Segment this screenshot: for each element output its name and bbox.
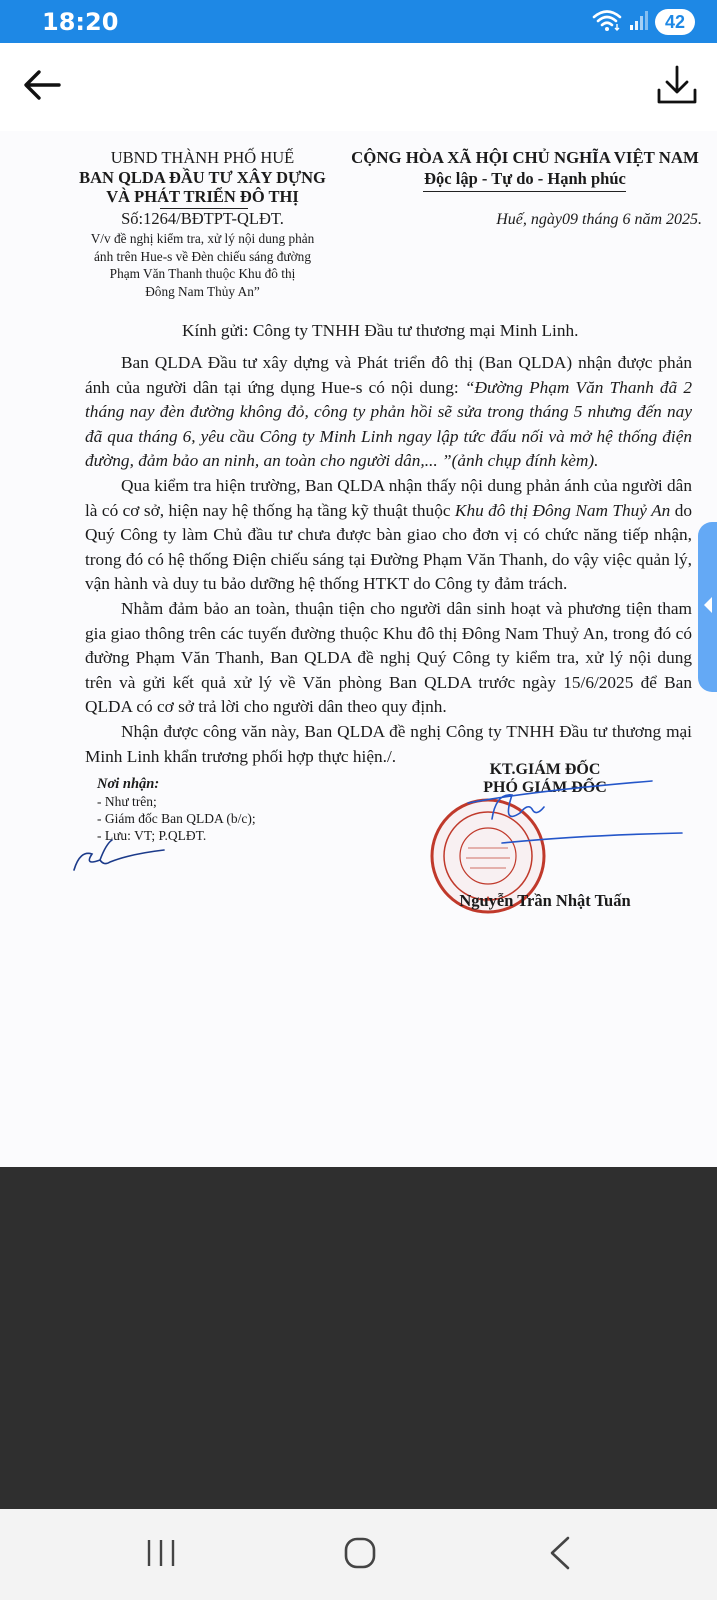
app-bar <box>0 43 717 131</box>
arrow-left-icon <box>23 69 61 106</box>
chevron-left-icon <box>703 596 713 619</box>
doc-subject <box>60 230 345 300</box>
recipients-block <box>97 776 256 844</box>
doc-date: Huế, ngày09 tháng 6 năm 2025. <box>496 211 702 228</box>
back-icon <box>548 1536 572 1575</box>
wifi-icon <box>591 8 623 37</box>
download-button[interactable] <box>651 61 703 113</box>
subject-line: ánh trên Hue-s về Đèn chiếu sáng đường <box>94 248 311 264</box>
back-button[interactable] <box>18 63 66 111</box>
side-panel-handle[interactable] <box>698 522 717 692</box>
subject-line: V/v đề nghị kiểm tra, xử lý nội dung phản <box>90 231 315 246</box>
nation-line-1: CỘNG HÒA XÃ HỘI CHỦ NGHĨA VIỆT NAM <box>351 148 699 167</box>
recents-button[interactable] <box>131 1527 191 1583</box>
paragraph-2 <box>85 474 692 597</box>
signal-icon <box>629 9 649 36</box>
paragraph-2-text-b: do Quý Công ty làm Chủ đầu tư chưa được bàn giao cho đơn vị có chức năng tiếp nhận, trong đó có hệ thống Điện chiếu sáng tại Đường Phạm Văn Thanh, do vậy việc quản lý, vận hành và duy tu bảo dưỡng hệ thống HTKT do Công ty đảm trách. <box>85 500 692 594</box>
recipient-item: - Lưu: VT; P.QLĐT. <box>97 828 207 843</box>
paragraph-2-italic: Khu đô thị Đông Nam Thuỷ An <box>454 500 671 520</box>
document-page[interactable] <box>0 131 717 1167</box>
status-bar <box>0 0 717 43</box>
paragraph-1-quote: “Đường Phạm Văn Thanh đã 2 tháng nay đèn đường không đỏ, công ty phản hồi sẽ sửa trong tháng 5 nhưng đến nay đã qua tháng 6, yêu cầu Công ty Minh Linh ngay lập tức đấu nối và mở hệ thống điện đường, đảm bảo an ninh, an toàn cho người dân,... ”(ảnh chụp đính kèm). <box>85 377 692 471</box>
initials-mark <box>70 836 170 881</box>
paragraph-1-text: Ban QLDA Đầu tư xây dựng và Phát triển đô thị (Ban QLDA) nhận được phản ánh của người dân tại ứng dụng Hue-s có nội dung: <box>85 353 692 397</box>
recipients-title: Nơi nhận: <box>97 776 160 792</box>
home-icon <box>343 1536 377 1575</box>
paragraph-3: Nhằm đảm bảo an toàn, thuận tiện cho người dân sinh hoạt và phương tiện tham gia giao thông trên các tuyến đường thuộc Khu đô thị Đông Nam Thuỷ An, trong đó có đường Phạm Văn Thanh, Ban QLDA đề nghị Quý Công ty kiểm tra, xử lý nội dung trên và gửi kết quả xử lý về Văn phòng Ban QLDA trước ngày 15/6/2025 để Ban QLDA có cơ sở trả lời cho người dân theo quy định. <box>85 598 692 717</box>
nation-underline <box>423 191 626 192</box>
recipient-item: - Giám đốc Ban QLDA (b/c); <box>97 811 256 826</box>
signature <box>462 773 692 868</box>
subject-line: Phạm Văn Thanh thuộc Khu đô thị <box>109 266 296 281</box>
system-nav-bar <box>0 1509 717 1600</box>
doc-number: Số:1264/BĐTPT-QLĐT. <box>121 209 284 228</box>
issuer-line-1: UBND THÀNH PHỐ HUẾ <box>110 148 295 167</box>
status-icons <box>591 9 695 35</box>
paragraph-4: Nhận được công văn này, Ban QLDA đề nghị Công ty TNHH Đầu tư thương mại Minh Linh khẩn trương phối hợp thực hiện./. <box>85 721 692 766</box>
recipient-item: - Như trên; <box>97 794 157 809</box>
subject-line: Đông Nam Thủy An” <box>145 283 260 299</box>
addressee: Kính gửi: Công ty TNHH Đầu tư thương mại Minh Linh. <box>182 321 579 340</box>
paragraph-2-text-a: Qua kiểm tra hiện trường, Ban QLDA nhận thấy nội dung phản ánh của người dân là có cơ sở, hiện nay hệ thống hạ tầng kỹ thuật thuộc <box>85 475 692 520</box>
nav-back-button[interactable] <box>530 1527 590 1583</box>
document-body <box>85 351 692 769</box>
sign-title-2: PHÓ GIÁM ĐỐC <box>483 779 607 796</box>
status-time: 18:20 <box>42 8 119 36</box>
signer-name: Nguyễn Trần Nhật Tuấn <box>459 891 631 910</box>
issuer-line-2: BAN QLDA ĐẦU TƯ XÂY DỰNG <box>79 168 326 187</box>
nation-line-2: Độc lập - Tự do - Hạnh phúc <box>424 169 626 188</box>
sign-title-1: KT.GIÁM ĐỐC <box>489 761 601 778</box>
download-icon <box>656 64 698 111</box>
issuer-line-3: VÀ PHÁT TRIỂN ĐÔ THỊ <box>106 187 299 206</box>
home-button[interactable] <box>330 1527 390 1583</box>
paragraph-1 <box>85 351 692 474</box>
recents-icon <box>145 1538 177 1573</box>
battery-indicator: 42 <box>655 9 695 35</box>
